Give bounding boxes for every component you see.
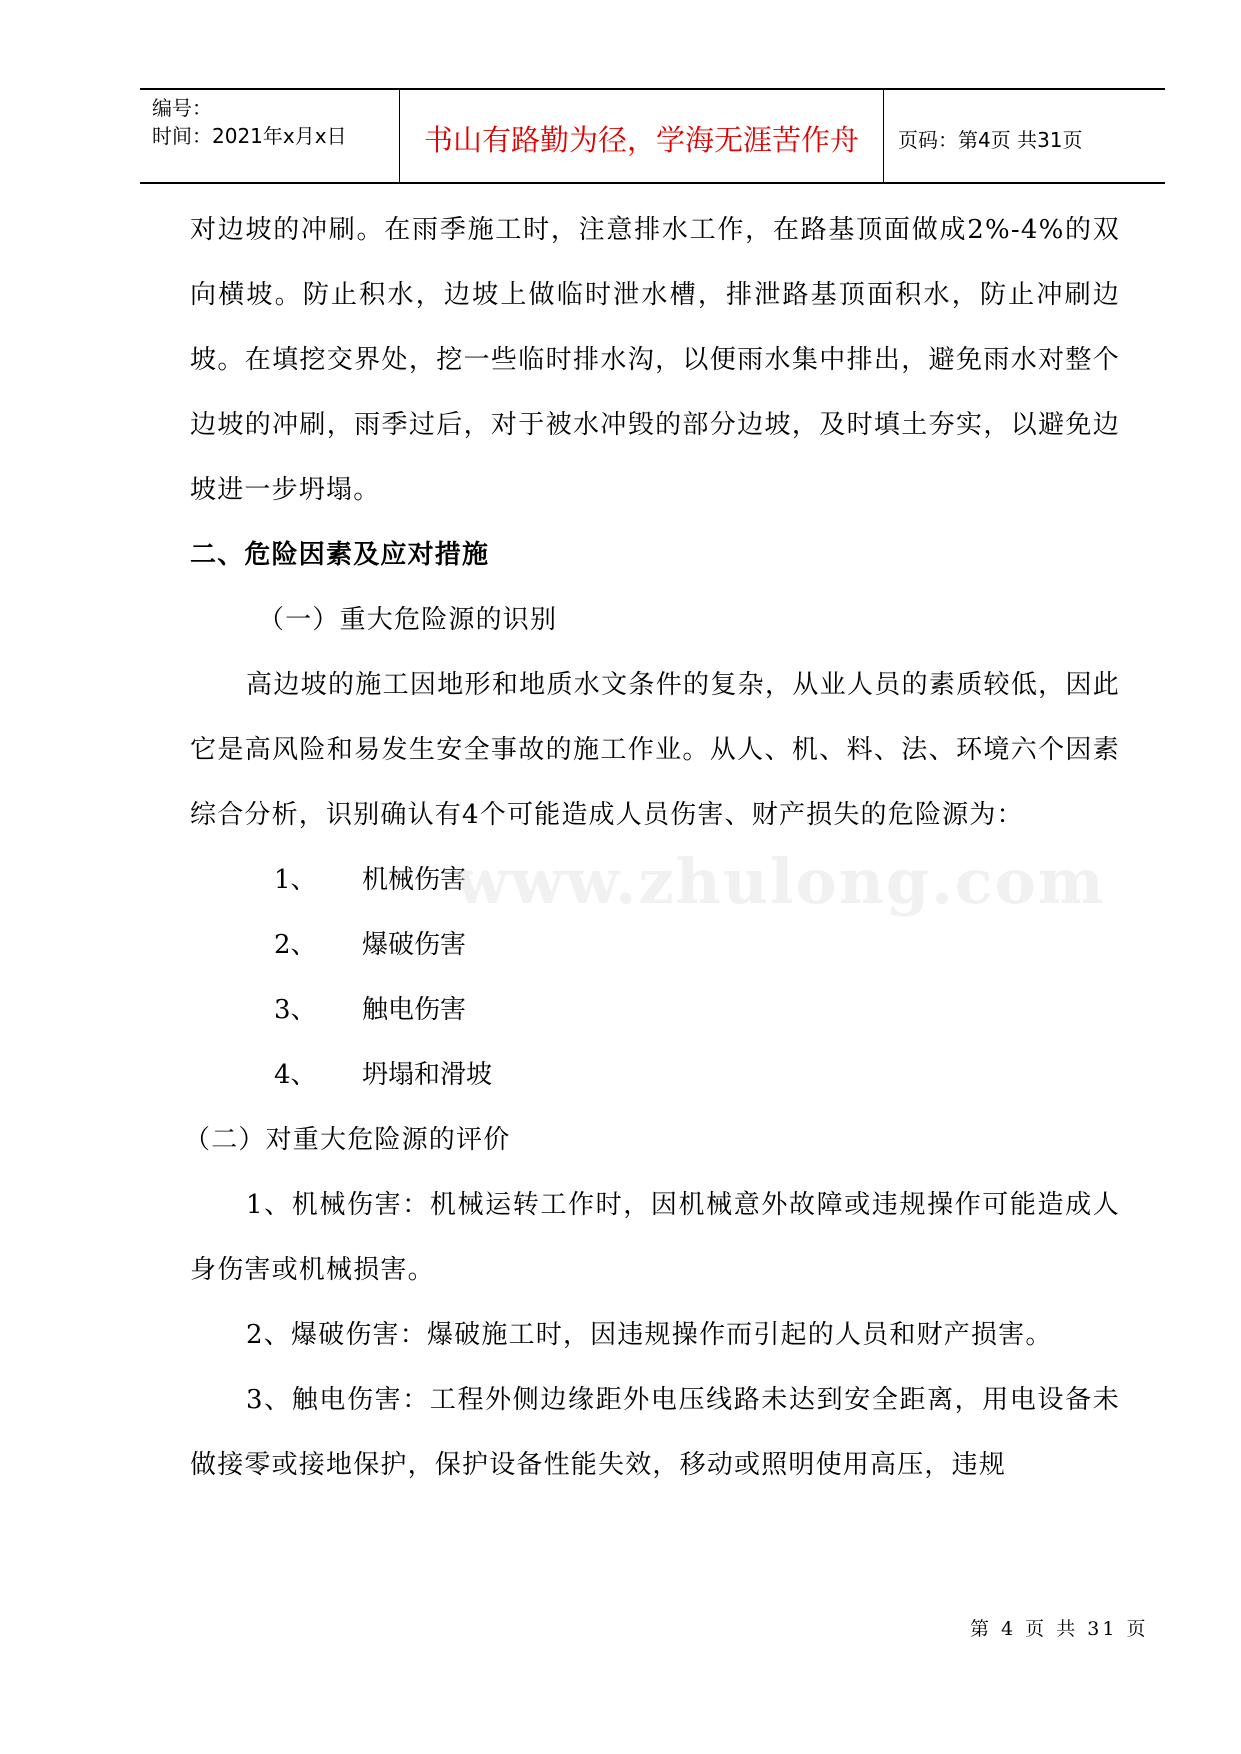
subsection-heading-identification: （一）重大危险源的识别 xyxy=(258,605,558,635)
header-page-number: 页码：第4页 共31页 xyxy=(898,127,1083,152)
header-meta xyxy=(140,90,400,182)
intro-paragraph: 对边坡的冲刷。在雨季施工时，注意排水工作，在路基顶面做成2%-4%的双向横坡。防止积水，边坡上做临时泄水槽，排泄路基顶面积水，防止冲刷边坡。在填挖交界处，挖一些临时排水沟，以便雨水集中排出，避免雨水对整个边坡的冲刷，雨季过后，对于被水冲毁的部分边坡，及时填土夯实，以避免边坡进一步坍塌。 xyxy=(190,215,1120,505)
document-time-label: 时间：2021年x月x日 xyxy=(152,124,347,148)
page-header xyxy=(140,88,1165,184)
evaluation-paragraph: 3、触电伤害：工程外侧边缘距外电压线路未达到安全距离，用电设备未做接零或接地保护，保护设备性能失效，移动或照明使用高压，违规 xyxy=(190,1385,1120,1480)
hazard-item xyxy=(190,978,1120,1043)
hazard-number: 1、 xyxy=(274,865,317,895)
page-footer: 第 4 页 共 31 页 xyxy=(970,1618,1149,1640)
evaluation-paragraph: 2、爆破伤害：爆破施工时，因违规操作而引起的人员和财产损害。 xyxy=(246,1320,1053,1350)
hazard-label: 机械伤害 xyxy=(362,865,467,895)
identification-paragraph: 高边坡的施工因地形和地质水文条件的复杂，从业人员的素质较低，因此它是高风险和易发生安全事故的施工作业。从人、机、料、法、环境六个因素综合分析，识别确认有4个可能造成人员伤害、财产损失的危险源为： xyxy=(190,670,1120,830)
watermark: www.zhulong.com xyxy=(455,845,1106,918)
hazard-item xyxy=(190,1043,1120,1108)
section-heading: 二、危险因素及应对措施 xyxy=(190,540,490,570)
hazard-number: 3、 xyxy=(274,995,317,1025)
hazard-label: 坍塌和滑坡 xyxy=(362,1060,493,1090)
hazard-number: 4、 xyxy=(274,1060,317,1090)
hazard-label: 触电伤害 xyxy=(362,995,467,1025)
evaluation-paragraph: 1、机械伤害：机械运转工作时，因机械意外故障或违规操作可能造成人身伤害或机械损害。 xyxy=(190,1190,1120,1285)
hazard-label: 爆破伤害 xyxy=(362,930,467,960)
header-motto: 书山有路勤为径，学海无涯苦作舟 xyxy=(400,90,884,182)
subsection-heading-evaluation: （二）对重大危险源的评价 xyxy=(184,1125,511,1155)
document-number-label: 编号： xyxy=(152,96,212,120)
hazard-number: 2、 xyxy=(274,930,317,960)
hazard-item xyxy=(190,913,1120,978)
